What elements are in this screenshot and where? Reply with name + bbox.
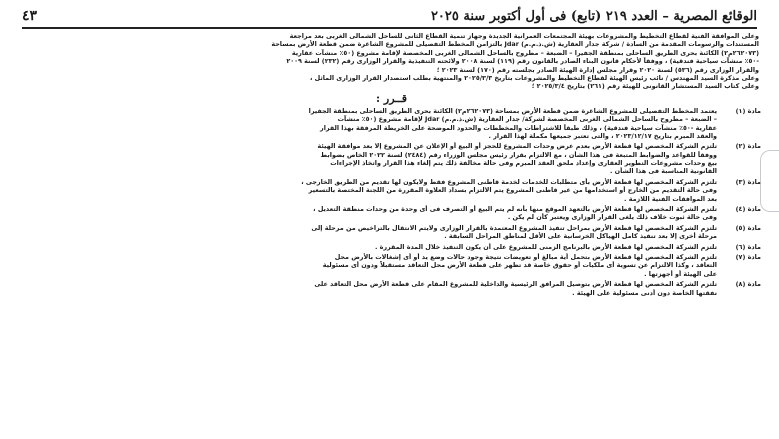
article-line: تلتزم الشركة المخصص لها قطعة الأرض بتحمل أية مبالغ أو تعويضات نتيجة وجود حالات وضع يد أو أى إشغالات بالأرض محل xyxy=(334,252,717,261)
article-label: مادة (٦) xyxy=(735,242,761,251)
page-header xyxy=(22,6,757,26)
article-label: مادة (٧) xyxy=(735,252,761,261)
article-line: القانونية المناسبة فى هذا الشأن . xyxy=(610,167,717,176)
article-label: مادة (١) xyxy=(735,106,761,115)
preamble-line: وعلى مذكرة السيد المهندس / نائب رئيس الهيئة لقطاع التخطيط والمشروعات بتاريخ ٢٠٢٥/٣/٣ والمنتهية بطلب استصدار القرار الوزارى الماثل ، xyxy=(310,73,759,82)
article-line: مرحلة أخرى إلا بعد تنفيذ كامل الهياكل الخرسانية على الأقل لمناطق المراحل السابقة . xyxy=(444,232,717,241)
article-line: نفقتها الخاصة دون أدنى مسئولية على الهيئة . xyxy=(572,288,717,297)
preamble-line: (٢٦٢٠٧٣م٢) الكائنة بحرى الطريق الساحلى بمنطقة الجفيرا – الضبعة – مطروح بالساحل الشمالى الغربى المخصصة لإقامة مشروع (٥٠٪ منشآت عقارية xyxy=(291,48,759,57)
article-label: مادة (٥) xyxy=(735,223,761,232)
article-1 xyxy=(22,107,761,141)
article-line: تلتزم الشركة المخصص لها قطعة الأرض بمراحل تنفيذ المشروع المعتمدة بالقرار الوزارى ولايتم الانتقال بالتراخيص من مرحلة إلى xyxy=(311,223,717,232)
article-6 xyxy=(22,243,761,251)
article-line: تلتزم الشركة المخصص لها قطعة الأرض بالبرنامج الزمنى للمشروع على أن يكون التنفيذ خلال المدة المقررة . xyxy=(374,242,717,251)
decision-heading: قــرر : xyxy=(376,91,407,105)
preamble-line: وعلى كتاب السيد المستشار القانونى للهيئة رقم (٢٦١) بتاريخ ٢٠٢٥/٣/٤ ؛ xyxy=(531,82,759,91)
article-label: مادة (٤) xyxy=(735,205,761,214)
article-label: مادة (٢) xyxy=(735,142,761,151)
article-label: مادة (٣) xyxy=(735,177,761,186)
page-number: ٤٣ xyxy=(22,8,38,24)
margin-stamp-mark xyxy=(760,150,779,212)
article-8 xyxy=(22,280,761,297)
article-7 xyxy=(22,253,761,278)
preamble xyxy=(22,32,761,91)
gazette-title: الوقائع المصرية – العدد ٢١٩ (تابع) فى أول أكتوبر سنة ٢٠٢٥ xyxy=(430,8,757,24)
article-line: – الضبعة – مطروح بالساحل الشمالى الغربى المخصصة لشركة/ جدار العقارية (ش.ذ.م.م) Jdar لإقامة مشروع (٥٠٪ منشآت xyxy=(337,115,717,124)
article-label: مادة (٨) xyxy=(735,280,761,289)
article-line: ووفقاً للقواعد والضوابط المتبعة فى هذا الشأن ، مع الالتزام بقرار رئيس مجلس الوزراء رقم (٢٤٨٤) لسنة ٢٠٢٢ الخاص بضوابط xyxy=(320,150,717,159)
article-line: تلتزم الشركة المخصص لها قطعة الأرض بالتعهد الموقع منها بأنه لم يتم البيع أو التصرف فى أى وحدة من وحدات منطقة التعديل ، xyxy=(313,205,717,214)
article-4 xyxy=(22,205,761,222)
header-rule xyxy=(22,27,757,29)
article-3 xyxy=(22,178,761,203)
article-line: والعقد المبرم بتاريخ ٢٠٢٣/١٢/١٧ ، والتى تعتبر جميعها مكملة لهذا القرار . xyxy=(488,131,717,140)
article-line: على الهيئة أو أجهزتها . xyxy=(644,269,717,278)
article-line: تلتزم الشركة المخصص لها قطعة الأرض بعدم عرض وحدات المشروع للحجز أو البيع أو الإعلان عن المشروع إلا بعد موافقة الهيئة xyxy=(317,142,717,151)
article-5 xyxy=(22,224,761,241)
preamble-line: والقرار الوزارى رقم (٥٣٦) لسنة ٢٠٢٠ وقرار مجلس إدارة الهيئة الصادر بجلسته رقم (١٧٠) لسنة ٢٠٢٣ ؛ xyxy=(436,65,759,74)
article-line: وفى حالة ثبوت خلاف ذلك يلغى القرار الوزارى ويعتبر كأن لم يكن . xyxy=(507,213,717,222)
article-line: وفى حالة التقديم من الخارج أو استخدامها من غير قاطنى المشروع يتم الالتزام بسداد العلاوة المقررة من اللجنة المختصة بالتسعير xyxy=(308,186,717,195)
article-line: تلتزم الشركة المخصص لها قطعة الأرض بتوصيل المرافق الرئيسية والداخلية للمشروع المقام على قطعة الأرض محل التعاقد على xyxy=(314,280,717,289)
preamble-line: وعلى الموافقة الفنية لقطاع التخطيط والمشروعات بهيئة المجتمعات العمرانية الجديدة وجهاز تنمية القطاع الثانى للساحل الشمالى الغربى بعد مراجعة xyxy=(289,32,759,40)
article-line: بعد الموافقات الفنية اللازمة . xyxy=(624,194,717,203)
article-2 xyxy=(22,142,761,176)
preamble-line: المستندات والرسومات المقدمة من السادة / شركة جدار العقارية (ش.ذ.م.م) Jdar بالتزامن المخطط التفصيلى للمشروع الشاغرة ضمن قطعة الأرض بمساحة xyxy=(271,40,759,49)
article-line: تلتزم الشركة المخصص لها قطعة الأرض بأى متطلبات للخدمات لخدمة قاطنى المشروع فقط ولايكون لها تقديم من الطريق الخارجى ، xyxy=(301,177,717,186)
article-line: بيع وحدات مشروعات التطوير العقارى وإعداد ملحق العقد المبرم وفى حالة مخالفة ذلك يتم إلغاء هذا القرار واتخاذ الإجراءات xyxy=(330,159,717,168)
article-line: التعاقد ، وكذا الالتزام عن تسوية أى ملكيات أو حقوق خاصة قد تظهر على قطعة الأرض محل التعاقد مستقبلاً ودون أى مسئولية xyxy=(322,261,717,270)
article-line: يعتمد المخطط التفصيلى للمشروع الشاغرة ضمن قطعة الأرض بمساحة (٢٦٢٠٧٣م٢) الكائنة بحرى الطريق الساحلى بمنطقة الجفيرا xyxy=(308,106,717,115)
preamble-line: -٥٠٪ منشآت سياحية فندقية) ، ووفقاً لأحكام قانون البناء الصادر بالقانون رقم (١١٩) لسنة ٢٠٠٨ ولائحته التنفيذية والقرار الوزارى رقم (٢٣٢) لسنة ٢٠٠٩ xyxy=(286,57,759,66)
article-line: عقارية -٥٠٪ منشآت سياحية فندقية) ، وذلك طبقاً للاشتراطات والمخططات والحدود الموضحة على الخريطة المرفقة بهذا القرار xyxy=(320,123,717,132)
document-body xyxy=(22,32,761,431)
